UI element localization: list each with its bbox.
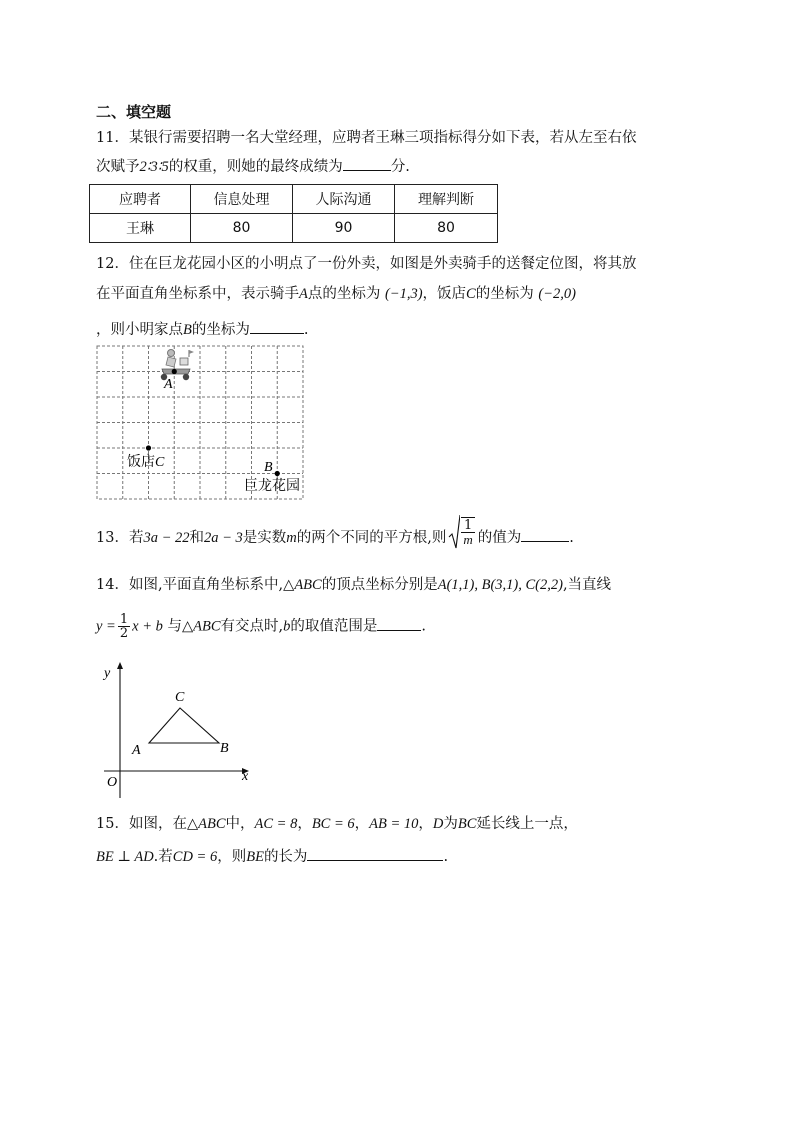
sqrt-sign-icon <box>448 515 460 551</box>
table-header-cell: 应聘者 <box>90 185 191 214</box>
table-cell: 王琳 <box>90 214 191 243</box>
label-a: A <box>164 377 173 392</box>
label-julong-garden: 巨龙花园 <box>244 478 300 494</box>
q15-line2: BE ⊥ AD.若CD = 6，则BE的长为 . <box>96 845 448 866</box>
point-b <box>275 471 280 476</box>
triangle-abc <box>149 708 219 743</box>
table-header-cell: 人际沟通 <box>293 185 395 214</box>
table-cell: 90 <box>293 214 395 243</box>
label-x: x <box>242 769 249 784</box>
q12-line2: 在平面直角坐标系中，表示骑手A点的坐标为 (−1,3)，饭店C的坐标为 (−2,0) <box>96 286 576 302</box>
label-y: y <box>104 666 111 681</box>
table-cell: 80 <box>191 214 293 243</box>
point-c <box>146 445 151 450</box>
y-axis-arrow-icon <box>117 662 123 669</box>
q15-answer-blank[interactable] <box>307 846 443 861</box>
q13-line: 13．若3a − 22和2a − 3是实数m的两个不同的平方根,则 $\frac{1}{m}$ 的值为 . <box>96 526 574 547</box>
q11-ratio: 2∶3∶5 <box>139 159 169 175</box>
q14-line1: 14．如图,平面直角坐标系中,△ABC的顶点坐标分别是A(1,1), B(3,1), C(2,2),当直线 <box>96 577 612 593</box>
label-restaurant: 饭店C <box>127 454 165 470</box>
q12-answer-blank[interactable] <box>250 319 304 334</box>
grid-lines <box>97 346 303 499</box>
q12-line1: 12．住在巨龙花园小区的小明点了一份外卖，如图是外卖骑手的送餐定位图，将其放 <box>96 256 637 272</box>
delivery-rider-icon <box>161 350 194 381</box>
sqrt-expression: $\frac{1}{m}$ <box>448 517 476 546</box>
q14-coordinate-figure <box>96 660 266 800</box>
point-a <box>172 369 177 374</box>
q11-line1: 11．某银行需要招聘一名大堂经理，应聘者王琳三项指标得分如下表，若从左至右依 <box>96 130 637 146</box>
table-header-cell: 理解判断 <box>395 185 498 214</box>
label-origin: O <box>107 775 118 790</box>
label-b: B <box>220 741 229 756</box>
q12-location-grid <box>96 345 306 503</box>
q14-answer-blank[interactable] <box>377 616 421 631</box>
label-a: A <box>132 743 141 758</box>
table-header-cell: 信息处理 <box>191 185 293 214</box>
q11-score-table <box>89 184 498 243</box>
q11-answer-blank[interactable] <box>343 156 391 171</box>
q15-line1: 15．如图，在△ABC中，AC = 8，BC = 6，AB = 10，D为BC延长线上一点， <box>96 816 578 832</box>
q11-line2: 次赋予2∶3∶5的权重，则她的最终成绩为 分. <box>96 155 410 176</box>
table-row <box>90 214 498 243</box>
table-header-row <box>90 185 498 214</box>
label-b: B <box>264 460 273 475</box>
label-c: C <box>175 690 185 705</box>
q14-line2: y = $\frac{1}{2}$ x + b 与△ABC有交点时,b的取值范围是 . <box>96 612 426 641</box>
section-title: 二、填空题 <box>96 103 172 121</box>
q13-answer-blank[interactable] <box>521 527 569 542</box>
table-cell: 80 <box>395 214 498 243</box>
q12-line3: ，则小明家点B的坐标为 . <box>96 318 308 339</box>
